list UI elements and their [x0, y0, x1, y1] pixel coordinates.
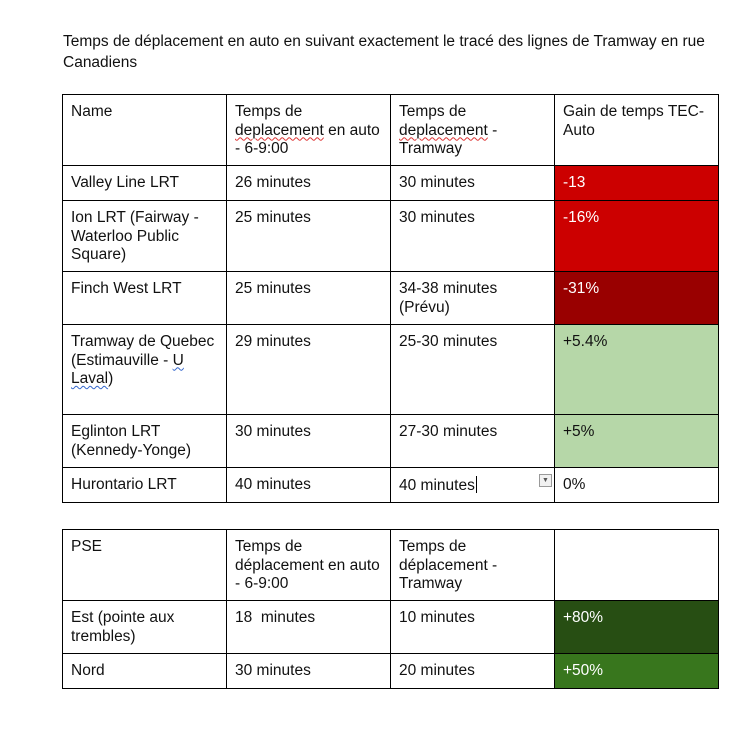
header-tram-time[interactable]: Temps de déplacement - Tramway: [391, 530, 555, 601]
cell-auto-time[interactable]: 40 minutes: [227, 468, 391, 503]
table-header-row: [63, 95, 719, 166]
cell-name[interactable]: Ion LRT (Fairway - Waterloo Public Square): [63, 201, 227, 272]
spellcheck-word[interactable]: deplacement: [235, 121, 324, 139]
document-heading: Temps de déplacement en auto en suivant exactement le tracé des lignes de Tramway en rue Canadiens: [63, 33, 705, 71]
cell-name[interactable]: Finch West LRT: [63, 272, 227, 325]
cell-gain[interactable]: +80%: [555, 601, 719, 654]
cell-auto-time[interactable]: 29 minutes: [227, 325, 391, 415]
header-name[interactable]: Name: [63, 95, 227, 166]
cell-name[interactable]: Eglinton LRT (Kennedy-Yonge): [63, 415, 227, 468]
cell-auto-time[interactable]: 30 minutes: [227, 654, 391, 689]
table-row: [63, 201, 719, 272]
cell-gain[interactable]: +50%: [555, 654, 719, 689]
cell-name[interactable]: Tramway de Quebec (Estimauville - U Laval): [63, 325, 227, 415]
header-gain[interactable]: [555, 530, 719, 601]
dropdown-arrow-icon[interactable]: ▼: [539, 474, 552, 487]
cell-tram-time[interactable]: 34-38 minutes (Prévu): [391, 272, 555, 325]
cell-auto-time[interactable]: 26 minutes: [227, 166, 391, 201]
text-cursor: [476, 476, 477, 493]
table-row: [63, 272, 719, 325]
comparison-table: [62, 94, 719, 503]
table-row: [63, 601, 719, 654]
cell-auto-time[interactable]: 25 minutes: [227, 272, 391, 325]
table-row: [63, 166, 719, 201]
cell-tram-time[interactable]: 10 minutes: [391, 601, 555, 654]
cell-gain[interactable]: -16%: [555, 201, 719, 272]
header-tram-time[interactable]: Temps de deplacement - Tramway: [391, 95, 555, 166]
table-row: [63, 415, 719, 468]
cell-name[interactable]: Est (pointe aux trembles): [63, 601, 227, 654]
cell-gain[interactable]: -31%: [555, 272, 719, 325]
cell-auto-time[interactable]: 30 minutes: [227, 415, 391, 468]
cell-tram-time[interactable]: 20 minutes: [391, 654, 555, 689]
spellcheck-word[interactable]: U: [172, 351, 184, 369]
pse-table: [62, 529, 719, 689]
header-auto-time[interactable]: Temps de deplacement en auto - 6-9:00: [227, 95, 391, 166]
cell-gain[interactable]: 0%: [555, 468, 719, 503]
cell-tram-time[interactable]: 30 minutes: [391, 166, 555, 201]
header-auto-time[interactable]: Temps de déplacement en auto - 6-9:00: [227, 530, 391, 601]
cell-auto-time[interactable]: 18 minutes: [227, 601, 391, 654]
cell-tram-time[interactable]: 27-30 minutes: [391, 415, 555, 468]
cell-tram-time-active[interactable]: 40 minutes ▼: [391, 468, 555, 503]
cell-name[interactable]: Valley Line LRT: [63, 166, 227, 201]
table-row: [63, 654, 719, 689]
cell-auto-time[interactable]: 25 minutes: [227, 201, 391, 272]
header-name[interactable]: PSE: [63, 530, 227, 601]
cell-gain[interactable]: +5.4%: [555, 325, 719, 415]
cell-name[interactable]: Nord: [63, 654, 227, 689]
table-row: [63, 468, 719, 503]
cell-gain[interactable]: -13: [555, 166, 719, 201]
spellcheck-word[interactable]: Laval: [71, 370, 109, 387]
cell-name[interactable]: Hurontario LRT: [63, 468, 227, 503]
table-row: [63, 325, 719, 415]
cell-tram-time[interactable]: 30 minutes: [391, 201, 555, 272]
spellcheck-word[interactable]: deplacement: [399, 121, 488, 139]
cell-tram-time[interactable]: 25-30 minutes: [391, 325, 555, 415]
header-gain[interactable]: Gain de temps TEC-Auto: [555, 95, 719, 166]
cell-gain[interactable]: +5%: [555, 415, 719, 468]
table-header-row: [63, 530, 719, 601]
